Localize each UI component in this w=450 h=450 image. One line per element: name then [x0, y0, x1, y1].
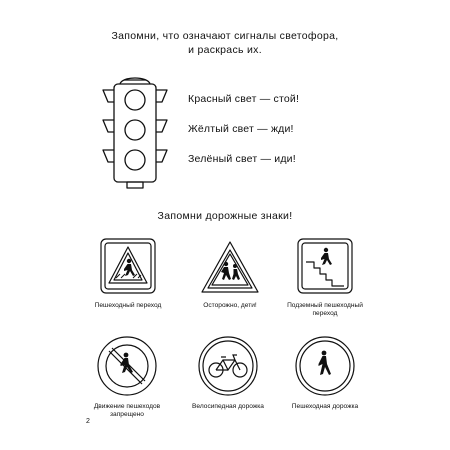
- intro-heading-line2: и раскрась их.: [188, 44, 262, 56]
- bicycle-path-label: Велосипедная дорожка: [192, 403, 264, 410]
- rule-green: Зелёный свет — иди!: [188, 153, 296, 165]
- road-signs-title: Запомни дорожные знаки!: [157, 210, 293, 222]
- pedestrian-crossing-sign: [100, 238, 156, 294]
- caution-children-label: Осторожно, дети!: [203, 302, 257, 309]
- rule-red: Красный свет — стой!: [188, 93, 300, 105]
- pedestrian-path-label: Пешеходная дорожка: [291, 403, 359, 410]
- page-number: 2: [86, 418, 90, 425]
- rule-yellow: Жёлтый свет — жди!: [188, 123, 294, 135]
- traffic-light-illustration: [100, 72, 170, 190]
- pedestrians-prohibited-sign: [97, 336, 157, 396]
- underground-crossing-label: Подземный пешеходный переход: [287, 302, 363, 318]
- pedestrians-prohibited-label: Движение пешеходов запрещено: [93, 403, 161, 419]
- pedestrian-crossing-label: Пешеходный переход: [94, 302, 162, 309]
- caution-children-sign: [200, 240, 260, 294]
- pedestrian-path-sign: [295, 336, 355, 396]
- underground-crossing-sign: [297, 238, 353, 294]
- bicycle-path-sign: [198, 336, 258, 396]
- intro-heading-line1: Запомни, что означают сигналы светофора,: [111, 30, 339, 42]
